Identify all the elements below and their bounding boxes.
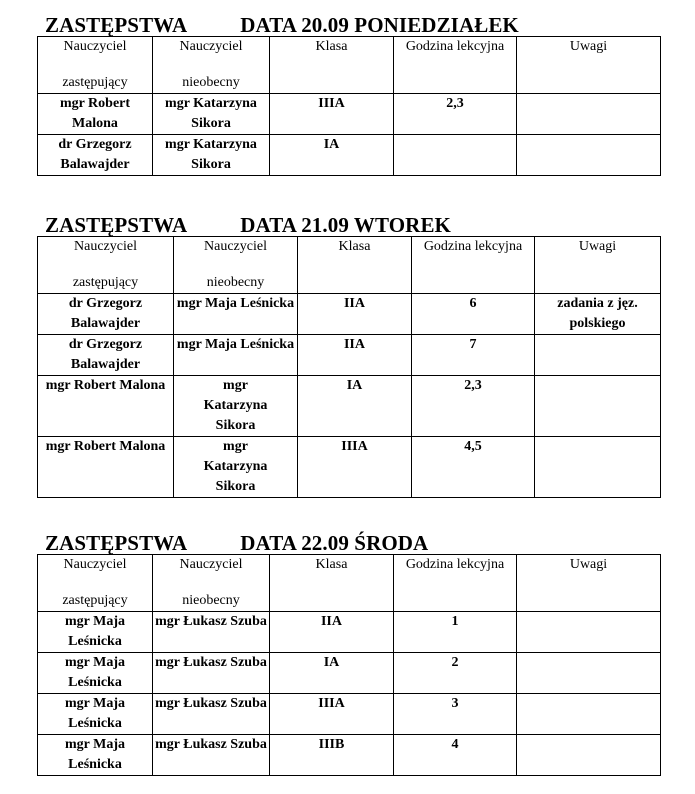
- table-row: [38, 694, 661, 735]
- table-row: [38, 94, 661, 135]
- section-date: DATA 22.09 ŚRODA: [240, 531, 429, 555]
- header-lesson-hour: Godzina lekcyjna: [394, 555, 517, 612]
- cell-notes: [517, 694, 661, 735]
- cell-notes: [517, 612, 661, 653]
- cell-lesson-hour: 4,5: [412, 437, 535, 498]
- cell-notes: [517, 94, 661, 135]
- cell-class: IIIA: [270, 94, 394, 135]
- table-header-row: [38, 37, 661, 94]
- cell-absent-teacher: mgr Łukasz Szuba: [153, 612, 270, 653]
- cell-substitute-teacher: mgr Robert Malona: [38, 376, 174, 437]
- table-row: [38, 135, 661, 176]
- cell-absent-teacher: mgr Łukasz Szuba: [153, 653, 270, 694]
- cell-notes: [535, 376, 661, 437]
- table-row: [38, 437, 661, 498]
- table-row: [38, 294, 661, 335]
- header-absent-teacher: Nauczyciel nieobecny: [153, 555, 270, 612]
- header-class: Klasa: [270, 37, 394, 94]
- cell-notes: zadania z jęz. polskiego: [535, 294, 661, 335]
- cell-substitute-teacher: mgr Robert Malona: [38, 437, 174, 498]
- header-substitute-teacher: Nauczyciel zastępujący: [38, 237, 174, 294]
- cell-substitute-teacher: mgr Robert Malona: [38, 94, 153, 135]
- cell-substitute-teacher: mgr Maja Leśnicka: [38, 694, 153, 735]
- cell-absent-teacher: mgr Maja Leśnicka: [174, 294, 298, 335]
- cell-notes: [535, 335, 661, 376]
- cell-class: IIIA: [270, 694, 394, 735]
- cell-lesson-hour: 1: [394, 612, 517, 653]
- cell-absent-teacher: mgr Katarzyna Sikora: [174, 437, 298, 498]
- cell-lesson-hour: 4: [394, 735, 517, 776]
- cell-substitute-teacher: dr Grzegorz Balawajder: [38, 135, 153, 176]
- header-notes: Uwagi: [517, 37, 661, 94]
- header-substitute-teacher: Nauczyciel zastępujący: [38, 555, 153, 612]
- cell-absent-teacher: mgr Katarzyna Sikora: [153, 135, 270, 176]
- section-date: DATA 21.09 WTOREK: [240, 213, 451, 237]
- section-title: ZASTĘPSTWA: [45, 531, 188, 555]
- section-heading: [37, 214, 660, 236]
- section-date: DATA 20.09 PONIEDZIAŁEK: [240, 13, 519, 37]
- section-heading: [37, 532, 660, 554]
- table-header-row: [38, 237, 661, 294]
- cell-substitute-teacher: mgr Maja Leśnicka: [38, 653, 153, 694]
- cell-notes: [535, 437, 661, 498]
- header-class: Klasa: [270, 555, 394, 612]
- substitutions-section-1: [37, 14, 660, 176]
- header-substitute-teacher: Nauczyciel zastępujący: [38, 37, 153, 94]
- cell-absent-teacher: mgr Maja Leśnicka: [174, 335, 298, 376]
- cell-substitute-teacher: dr Grzegorz Balawajder: [38, 294, 174, 335]
- cell-substitute-teacher: dr Grzegorz Balawajder: [38, 335, 174, 376]
- cell-lesson-hour: 2: [394, 653, 517, 694]
- section-heading: [37, 14, 660, 36]
- cell-substitute-teacher: mgr Maja Leśnicka: [38, 735, 153, 776]
- header-lesson-hour: Godzina lekcyjna: [412, 237, 535, 294]
- header-class: Klasa: [298, 237, 412, 294]
- cell-class: IIA: [298, 294, 412, 335]
- cell-absent-teacher: mgr Katarzyna Sikora: [174, 376, 298, 437]
- cell-class: IA: [270, 653, 394, 694]
- cell-notes: [517, 135, 661, 176]
- cell-notes: [517, 735, 661, 776]
- cell-class: IIA: [270, 612, 394, 653]
- cell-lesson-hour: 2,3: [394, 94, 517, 135]
- cell-lesson-hour: 7: [412, 335, 535, 376]
- section-title: ZASTĘPSTWA: [45, 13, 188, 37]
- cell-class: IA: [270, 135, 394, 176]
- table-header-row: [38, 555, 661, 612]
- table-row: [38, 735, 661, 776]
- cell-lesson-hour: 3: [394, 694, 517, 735]
- cell-class: IIIA: [298, 437, 412, 498]
- cell-lesson-hour: [394, 135, 517, 176]
- substitutions-table: [37, 236, 661, 498]
- substitutions-table: [37, 36, 661, 176]
- cell-class: IA: [298, 376, 412, 437]
- table-row: [38, 335, 661, 376]
- header-absent-teacher: Nauczyciel nieobecny: [153, 37, 270, 94]
- cell-class: IIIB: [270, 735, 394, 776]
- substitutions-section-3: [37, 532, 660, 776]
- cell-lesson-hour: 2,3: [412, 376, 535, 437]
- cell-absent-teacher: mgr Katarzyna Sikora: [153, 94, 270, 135]
- cell-absent-teacher: mgr Łukasz Szuba: [153, 694, 270, 735]
- header-lesson-hour: Godzina lekcyjna: [394, 37, 517, 94]
- table-row: [38, 612, 661, 653]
- header-notes: Uwagi: [535, 237, 661, 294]
- cell-absent-teacher: mgr Łukasz Szuba: [153, 735, 270, 776]
- cell-substitute-teacher: mgr Maja Leśnicka: [38, 612, 153, 653]
- table-row: [38, 376, 661, 437]
- table-row: [38, 653, 661, 694]
- substitutions-table: [37, 554, 661, 776]
- substitutions-section-2: [37, 214, 660, 498]
- cell-notes: [517, 653, 661, 694]
- section-title: ZASTĘPSTWA: [45, 213, 188, 237]
- header-absent-teacher: Nauczyciel nieobecny: [174, 237, 298, 294]
- cell-lesson-hour: 6: [412, 294, 535, 335]
- header-notes: Uwagi: [517, 555, 661, 612]
- cell-class: IIA: [298, 335, 412, 376]
